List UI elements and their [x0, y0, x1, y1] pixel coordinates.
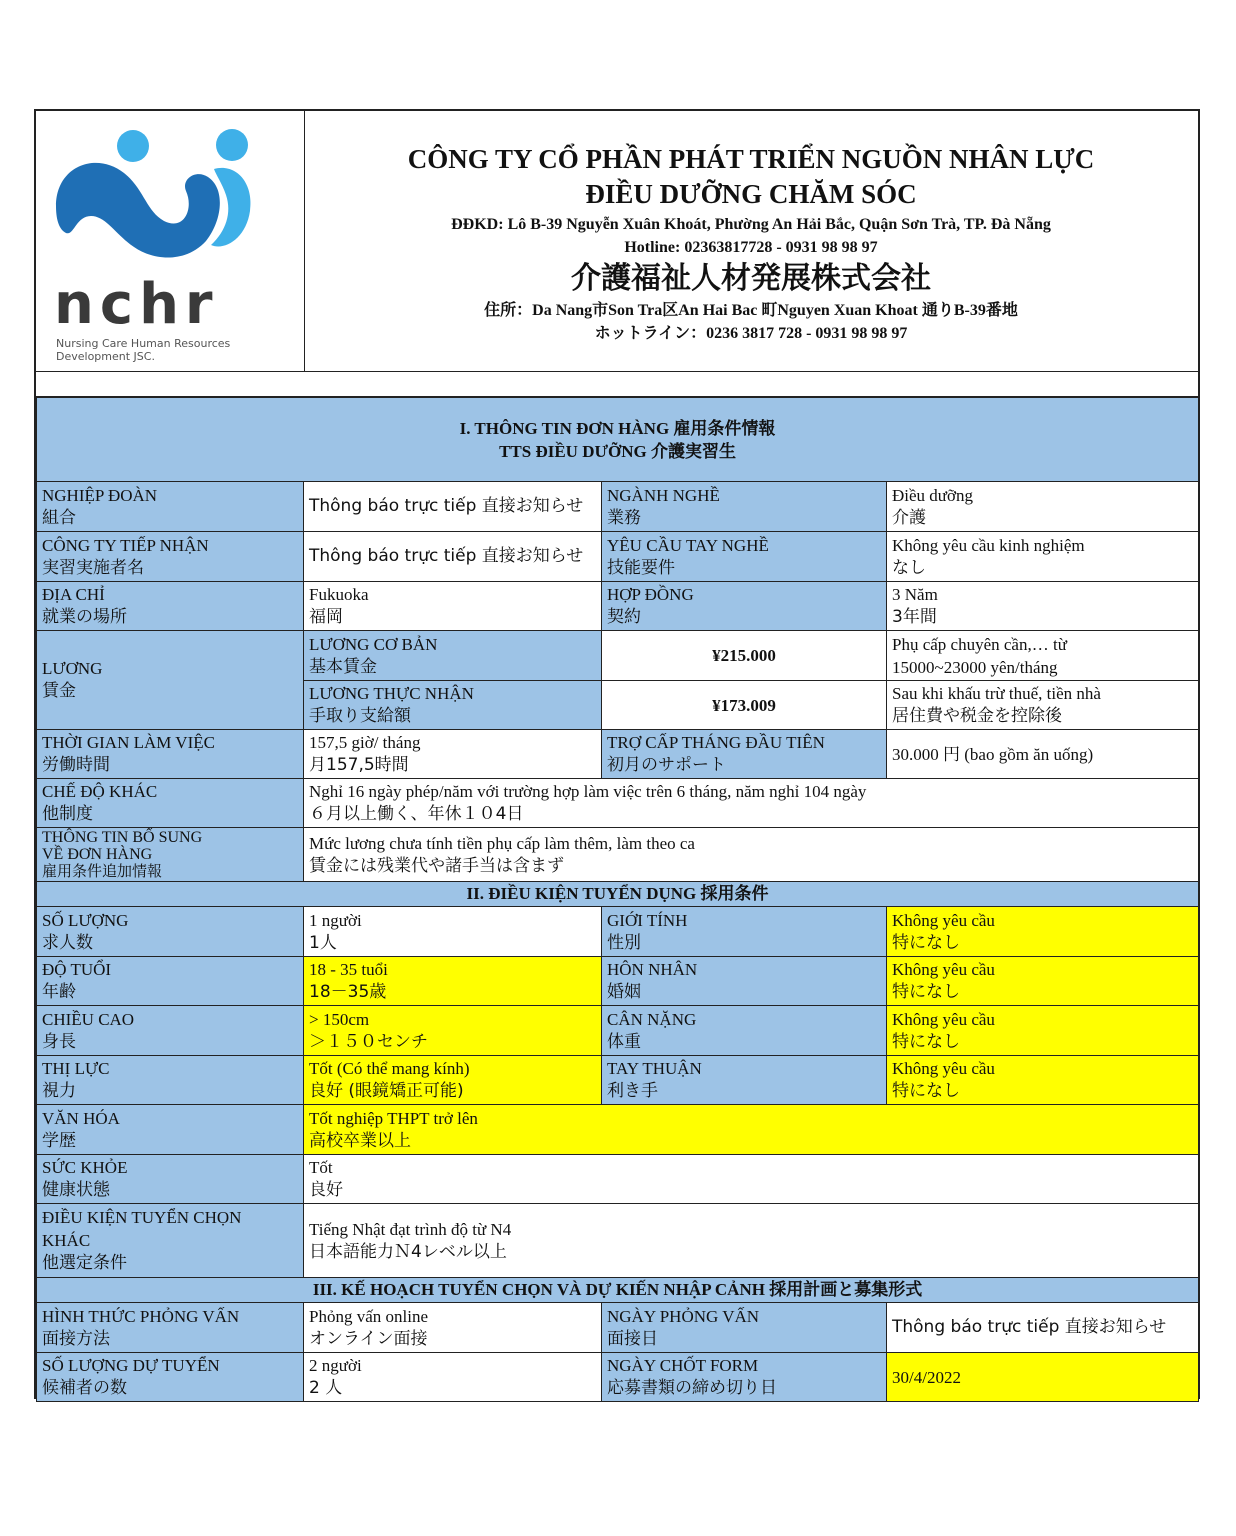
other-condition-value: Tiếng Nhật đạt trình độ từ N4 日本語能力Ｎ4レベル以上 — [304, 1204, 1199, 1278]
gender-label: GIỚI TÍNH 性別 — [602, 907, 887, 957]
table-row — [37, 1105, 1199, 1155]
company-hotline-jp: ホットライン：0236 3817 728 - 0931 98 98 97 — [594, 325, 908, 342]
hand-label: TAY THUẬN 利き手 — [602, 1056, 887, 1105]
nchr-logo-icon — [36, 111, 304, 371]
weight-label: CÂN NẶNG 体重 — [602, 1006, 887, 1056]
table-row — [37, 482, 1199, 532]
base-salary-note: Phụ cấp chuyên cần,… từ 15000~23000 yên/tháng — [887, 631, 1199, 681]
table-row — [37, 957, 1199, 1006]
support-value: 30.000 円 (bao gồm ăn uống) — [887, 730, 1199, 779]
table-row — [37, 1056, 1199, 1105]
table-row — [37, 1353, 1199, 1402]
interview-method-label: HÌNH THỨC PHỎNG VẤN 面接方法 — [37, 1303, 304, 1353]
support-label: TRỢ CẤP THÁNG ĐẦU TIÊN 初月のサポート — [602, 730, 887, 779]
section-1-title: I. THÔNG TIN ĐƠN HÀNG 雇用条件情報 TTS ĐIỀU DƯỠNG 介護実習生 — [37, 398, 1199, 482]
industry-label: NGÀNH NGHỀ 業務 — [602, 482, 887, 532]
industry-value: Điều dưỡng 介護 — [887, 482, 1199, 532]
union-value: Thông báo trực tiếp 直接お知らせ — [304, 482, 602, 532]
recruitment-table — [36, 397, 1199, 1402]
table-row — [37, 1155, 1199, 1204]
age-label: ĐỘ TUỔI 年齢 — [37, 957, 304, 1006]
weight-value: Không yêu cầu 特になし — [887, 1006, 1199, 1056]
deadline-label: NGÀY CHỐT FORM 応募書類の締め切り日 — [602, 1353, 887, 1402]
net-salary-label: LƯƠNG THỰC NHẬN 手取り支給額 — [304, 681, 602, 730]
extra-info-label: THÔNG TIN BỔ SUNG VỀ ĐƠN HÀNG 雇用条件追加情報 — [37, 828, 304, 882]
company-name-vn-2: ĐIỀU DƯỠNG CHĂM SÓC — [585, 179, 917, 209]
education-value: Tốt nghiệp THPT trở lên 高校卒業以上 — [304, 1105, 1199, 1155]
hours-value: 157,5 giờ/ tháng 月157,5時間 — [304, 730, 602, 779]
interview-date-value: Thông báo trực tiếp 直接お知らせ — [887, 1303, 1199, 1353]
height-value: > 150cm ＞１５０センチ — [304, 1006, 602, 1056]
other-condition-label: ĐIỀU KIỆN TUYỂN CHỌN KHÁC 他選定条件 — [37, 1204, 304, 1278]
header — [36, 111, 1198, 373]
gender-value: Không yêu cầu 特になし — [887, 907, 1199, 957]
table-row — [37, 779, 1199, 828]
company-hotline-vn: Hotline: 02363817728 - 0931 98 98 97 — [624, 239, 878, 256]
logo-subtitle-1: Nursing Care Human Resources — [56, 337, 231, 350]
vision-value: Tốt (Có thể mang kính) 良好 (眼鏡矯正可能) — [304, 1056, 602, 1105]
table-row — [37, 1204, 1199, 1278]
company-address-vn: ĐĐKD: Lô B-39 Nguyễn Xuân Khoát, Phường An Hải Bắc, Quận Sơn Trà, TP. Đà Nẵng — [451, 216, 1051, 233]
company-name-vn-1: CÔNG TY CỔ PHẦN PHÁT TRIỂN NGUỒN NHÂN LỰC — [407, 144, 1095, 174]
quantity-value: 1 người 1人 — [304, 907, 602, 957]
table-row — [37, 828, 1199, 882]
table-row — [37, 532, 1199, 582]
address-label: ĐỊA CHỈ 就業の場所 — [37, 582, 304, 631]
section-2-title: II. ĐIỀU KIỆN TUYỂN DỤNG 採用条件 — [37, 882, 1199, 907]
contract-label: HỢP ĐỒNG 契約 — [602, 582, 887, 631]
marital-value: Không yêu cầu 特になし — [887, 957, 1199, 1006]
candidate-count-label: SỐ LƯỢNG DỰ TUYỂN 候補者の数 — [37, 1353, 304, 1402]
table-row — [37, 631, 1199, 681]
logo-wordmark: nchr — [54, 272, 219, 337]
skill-label: YÊU CẦU TAY NGHỀ 技能要件 — [602, 532, 887, 582]
company-name-jp: 介護福祉人材発展株式会社 — [571, 261, 931, 296]
health-label: SỨC KHỎE 健康状態 — [37, 1155, 304, 1204]
net-salary-value: ¥173.009 — [602, 681, 887, 730]
company-logo — [36, 111, 305, 371]
section-3-title: III. KẾ HOẠCH TUYỂN CHỌN VÀ DỰ KIẾN NHẬP CẢNH 採用計画と募集形式 — [37, 1278, 1199, 1303]
marital-label: HÔN NHÂN 婚姻 — [602, 957, 887, 1006]
extra-info-value: Mức lương chưa tính tiền phụ cấp làm thêm, làm theo ca 賃金には残業代や諸手当は含まず — [304, 828, 1199, 882]
company-address-jp: 住所：Da Nang市Son Tra区An Hai Bac 町Nguyen Xuan Khoat 通りB-39番地 — [484, 302, 1018, 319]
table-row — [37, 730, 1199, 779]
education-label: VĂN HÓA 学歴 — [37, 1105, 304, 1155]
address-value: Fukuoka 福岡 — [304, 582, 602, 631]
candidate-count-value: 2 người 2 人 — [304, 1353, 602, 1402]
table-row — [37, 582, 1199, 631]
table-row — [37, 907, 1199, 957]
logo-subtitle-2: Development JSC. — [56, 350, 155, 363]
deadline-value: 30/4/2022 — [887, 1353, 1199, 1402]
company-info — [304, 111, 1198, 371]
company-value: Thông báo trực tiếp 直接お知らせ — [304, 532, 602, 582]
company-label: CÔNG TY TIẾP NHẬN 実習実施者名 — [37, 532, 304, 582]
hours-label: THỜI GIAN LÀM VIỆC 労働時間 — [37, 730, 304, 779]
other-policy-label: CHẾ ĐỘ KHÁC 他制度 — [37, 779, 304, 828]
base-salary-label: LƯƠNG CƠ BẢN 基本賃金 — [304, 631, 602, 681]
quantity-label: SỐ LƯỢNG 求人数 — [37, 907, 304, 957]
base-salary-value: ¥215.000 — [602, 631, 887, 681]
interview-date-label: NGÀY PHỎNG VẤN 面接日 — [602, 1303, 887, 1353]
height-label: CHIỀU CAO 身長 — [37, 1006, 304, 1056]
skill-value: Không yêu cầu kinh nghiệm なし — [887, 532, 1199, 582]
other-policy-value: Nghỉ 16 ngày phép/năm với trường hợp làm việc trên 6 tháng, năm nghỉ 104 ngày ６月以上働く、年休１０4日 — [304, 779, 1199, 828]
table-row — [37, 1303, 1199, 1353]
recruitment-sheet — [34, 109, 1200, 1399]
vision-label: THỊ LỰC 視力 — [37, 1056, 304, 1105]
union-label: NGHIỆP ĐOÀN 組合 — [37, 482, 304, 532]
header-divider — [36, 371, 1198, 397]
net-salary-note: Sau khi khấu trừ thuế, tiền nhà 居住費や税金を控除後 — [887, 681, 1199, 730]
salary-label: LƯƠNG 賃金 — [37, 631, 304, 730]
age-value: 18 - 35 tuổi 18－35歳 — [304, 957, 602, 1006]
interview-method-value: Phỏng vấn online オンライン面接 — [304, 1303, 602, 1353]
health-value: Tốt 良好 — [304, 1155, 1199, 1204]
hand-value: Không yêu cầu 特になし — [887, 1056, 1199, 1105]
table-row — [37, 1006, 1199, 1056]
contract-value: 3 Năm 3年間 — [887, 582, 1199, 631]
